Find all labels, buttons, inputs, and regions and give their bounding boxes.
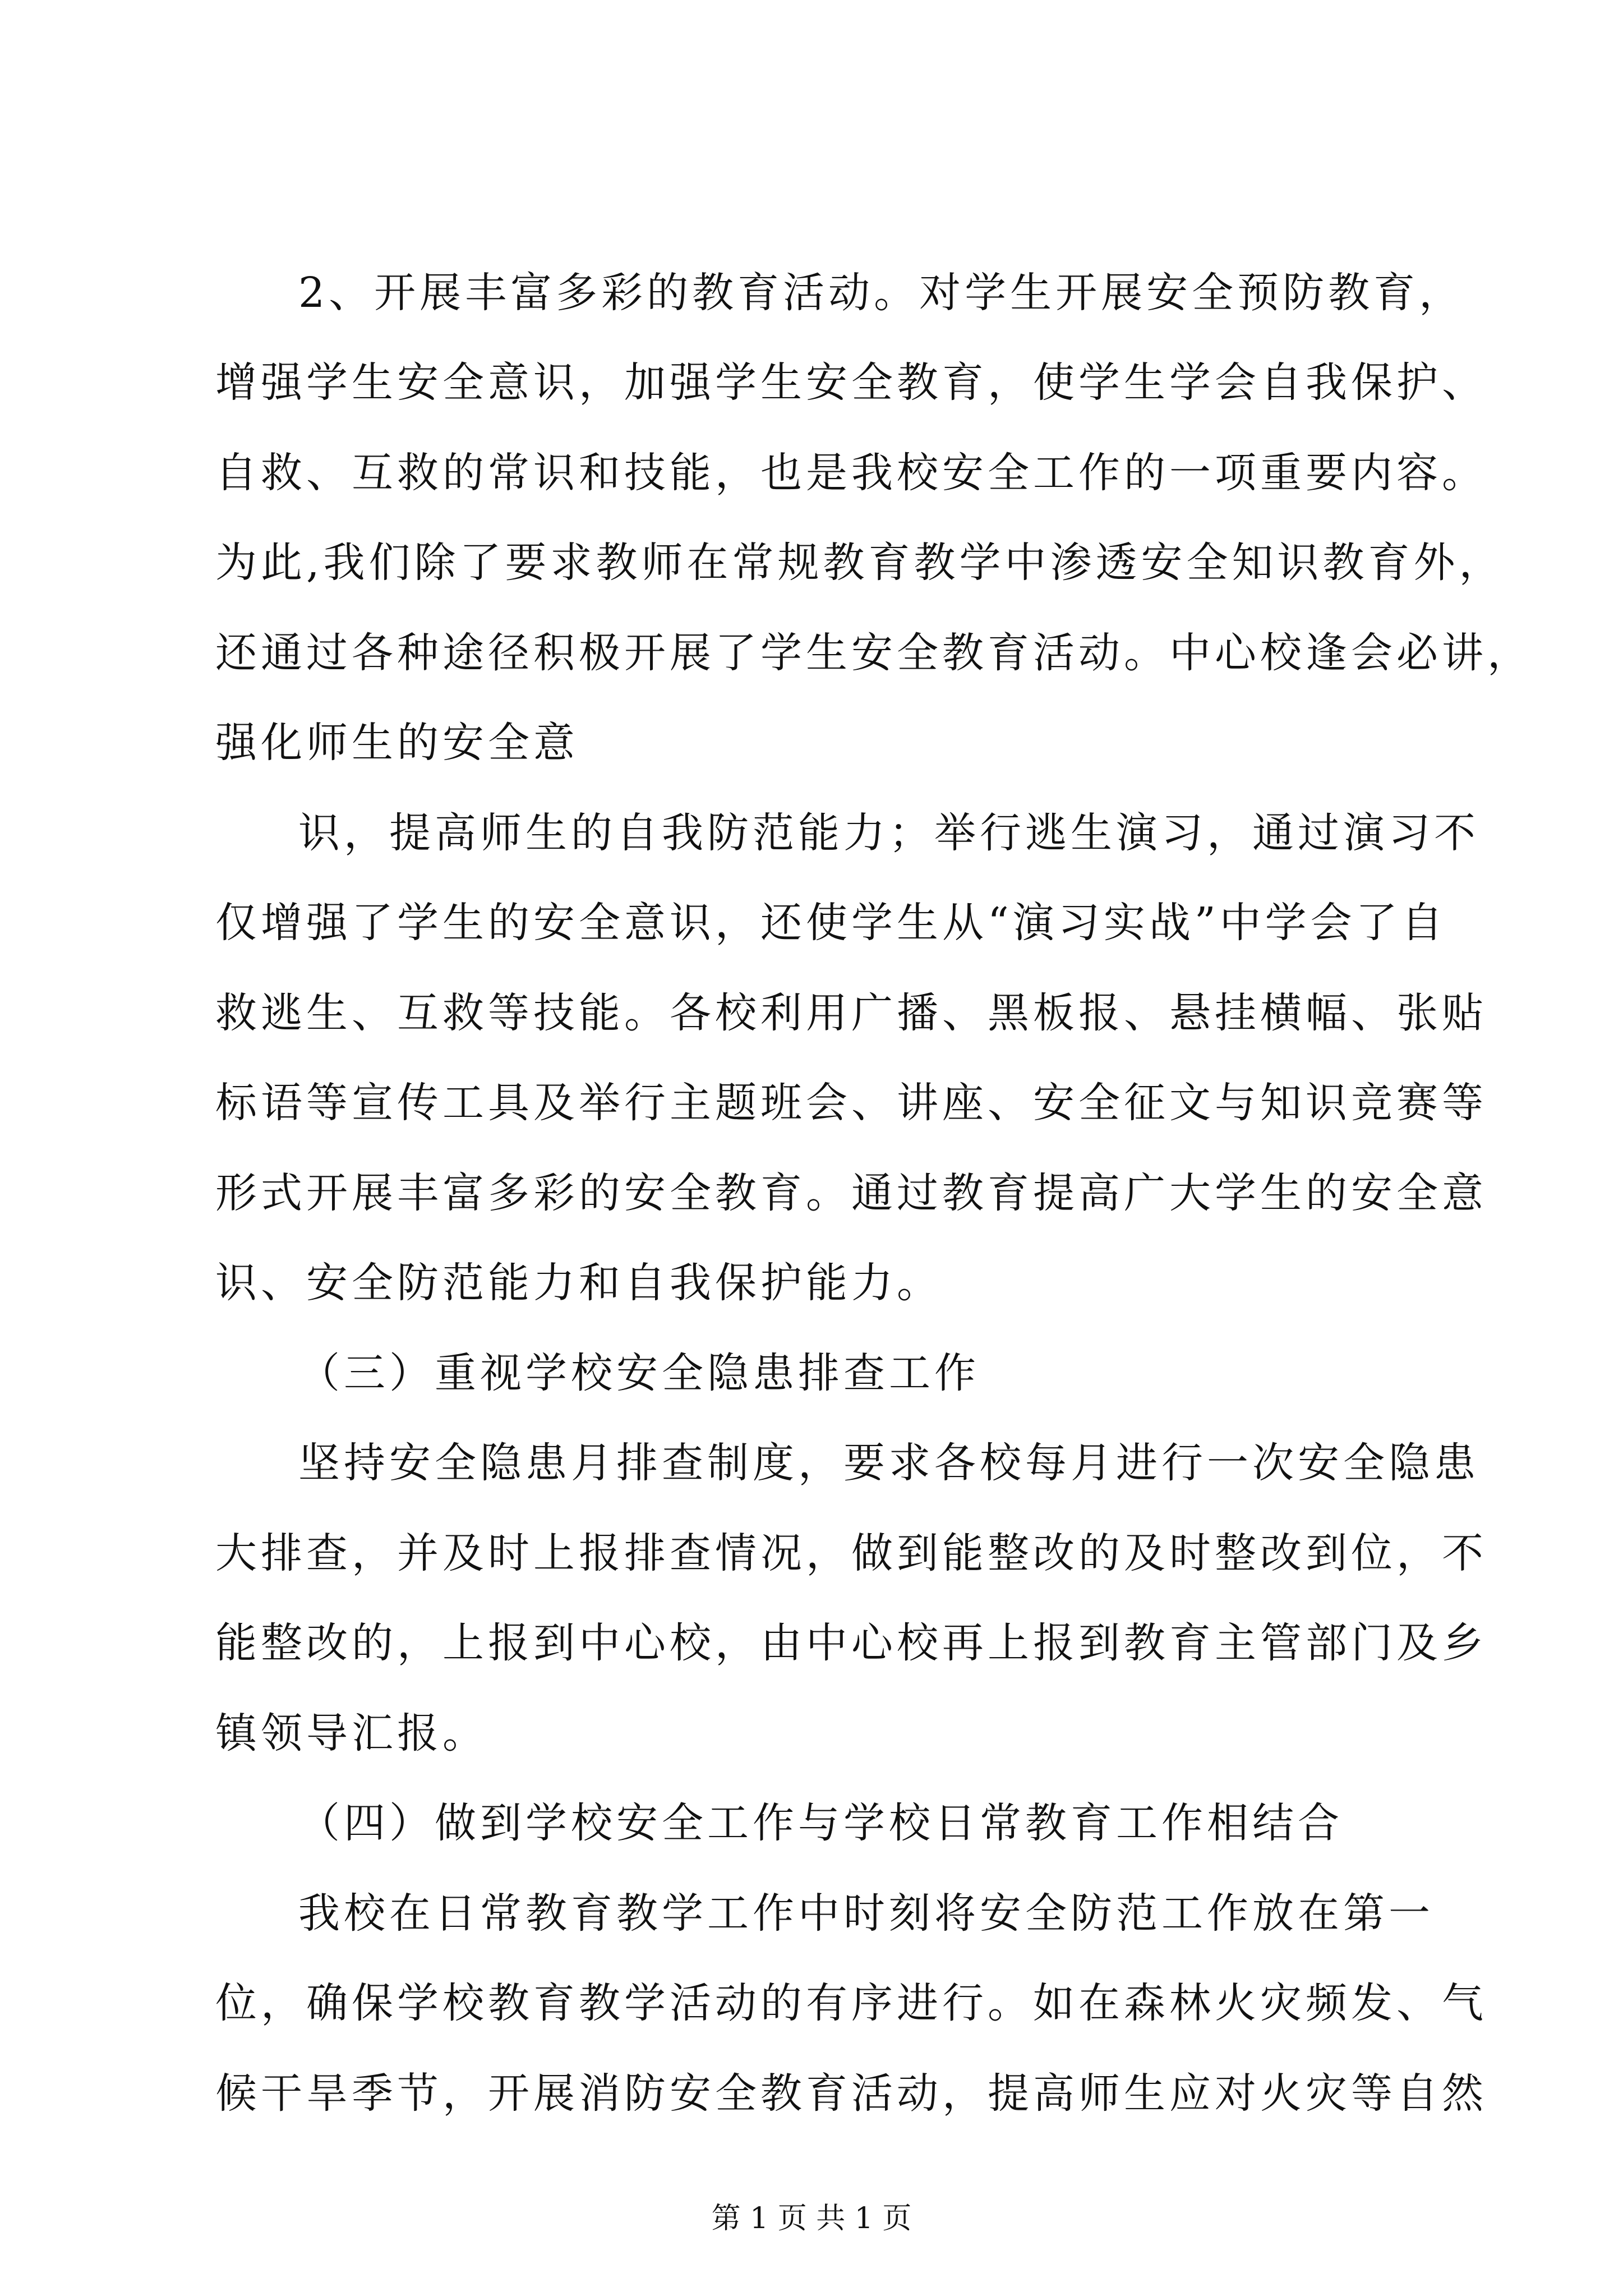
paragraph-line-8: 仅增强了学生的安全意识，还使学生从“演习实战”中学会了自 (215, 899, 1447, 947)
page-footer: 第 1 页 共 1 页 (711, 2202, 912, 2235)
paragraph-line-9: 救逃生、互救等技能。各校利用广播、黑板报、悬挂横幅、张贴 (215, 989, 1487, 1037)
paragraph-line-4: 为此,我们除了要求教师在常规教育教学中渗透安全知识教育外， (215, 539, 1505, 587)
section-heading-4: （四）做到学校安全工作与学校日常教育工作相结合 (298, 1799, 1343, 1847)
paragraph-line-5: 还通过各种途径积极开展了学生安全教育活动。中心校逢会必讲， (215, 629, 1533, 677)
paragraph-line-16: 能整改的，上报到中心校，由中心校再上报到教育主管部门及乡 (215, 1619, 1487, 1667)
paragraph-line-11: 形式开展丰富多彩的安全教育。通过教育提高广大学生的安全意 (215, 1169, 1487, 1217)
paragraph-line-1: 2、开展丰富多彩的教育活动。对学生开展安全预防教育， (298, 269, 1465, 317)
paragraph-line-15: 大排查，并及时上报排查情况，做到能整改的及时整改到位，不 (215, 1529, 1487, 1577)
paragraph-line-7: 识，提高师生的自我防范能力；举行逃生演习，通过演习不 (298, 809, 1479, 857)
paragraph-line-10: 标语等宣传工具及举行主题班会、讲座、安全征文与知识竞赛等 (215, 1079, 1487, 1127)
paragraph-line-21: 候干旱季节，开展消防安全教育活动，提高师生应对火灾等自然 (215, 2069, 1487, 2118)
section-heading-3: （三）重视学校安全隐患排查工作 (298, 1349, 980, 1397)
paragraph-line-12: 识、安全防范能力和自我保护能力。 (215, 1259, 942, 1307)
paragraph-line-2: 增强学生安全意识，加强学生安全教育，使学生学会自我保护、 (215, 358, 1487, 407)
paragraph-line-3: 自救、互救的常识和技能，也是我校安全工作的一项重要内容。 (215, 449, 1487, 497)
paragraph-line-6: 强化师生的安全意 (215, 719, 579, 767)
paragraph-line-19: 我校在日常教育教学工作中时刻将安全防范工作放在第一 (298, 1889, 1434, 1938)
paragraph-line-17: 镇领导汇报。 (215, 1709, 488, 1757)
paragraph-line-20: 位，确保学校教育教学活动的有序进行。如在森林火灾频发、气 (215, 1979, 1487, 2027)
paragraph-line-14: 坚持安全隐患月排查制度，要求各校每月进行一次安全隐患 (298, 1439, 1479, 1487)
